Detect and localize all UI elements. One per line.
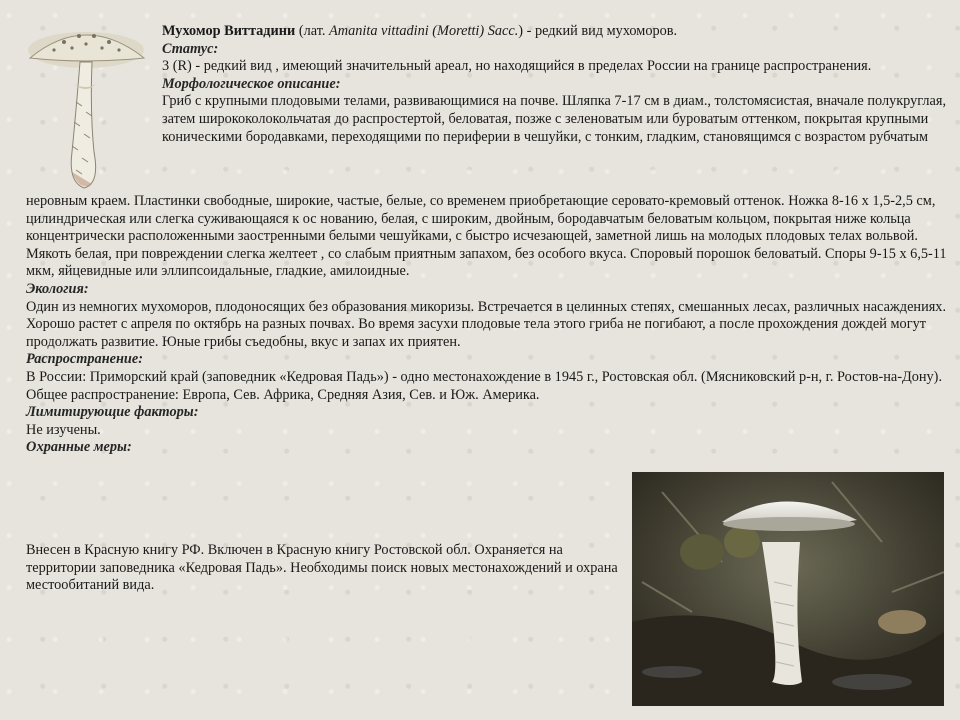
latin-prefix: (лат. <box>295 23 330 39</box>
ecology-heading: Экология: <box>26 280 89 297</box>
status-text: 3 (R) - редкий вид , имеющий значительный ареал, но находящийся в пределах России на границе распространения. <box>162 58 872 75</box>
top-text-block <box>162 23 952 146</box>
mushroom-photo <box>632 472 944 706</box>
distribution-text: В России: Приморский край (заповедник «Кедровая Падь») - одно местонахождение в 1945 г., Ростовская обл. (Мясниковский р-н, г. Ростов-на-Дону). Общее распространение: Европа, Сев. Африка, Средняя Азия, Сев. и Юж. Америка. <box>26 368 943 403</box>
morphology-text-cont: неровным краем. Пластинки свободные, широкие, частые, белые, со временем приобретающие серовато-кремовый оттенок. Ножка 8-16 х 1,5-2,5 см, цилиндрическая или слегка суживающаяся к ос нованию, белая, с широким, двойным, бородавчатым беловатым кольцом, покрытая ниже кольца концентрически расположенными заостренными белыми чешуйками, с быстро исчезающей, заметной лишь на молодых плодовых телах вольвой. Мякоть белая, при повреждении слегка желтеет , со слабым приятным запахом, без особого вкуса. Споровый порошок беловатый. Споры 9-15 х 6,5-11 мкм, яйцевидные или эллипсоидальные, гладкие, амилоидные. <box>26 193 947 280</box>
ecology-text: Один из немногих мухоморов, плодоносящих без образования микоризы. Встречается в целинных степях, смешанных лесах, различных насаждениях. Хорошо растет с апреля по октябрь на разных почвах. Во время засухи плодовые тела этого гриба не погибают, а после прохождения дождей могут продолжать развитие. Юные грибы съедобны, вкус и запах их приятен. <box>26 298 947 350</box>
title-line <box>162 23 952 41</box>
latin-name: Amanita vittadini (Moretti) Sacc. <box>329 23 519 39</box>
limiting-text: Не изучены. <box>26 421 101 438</box>
status-heading: Статус: <box>162 40 219 57</box>
protection-heading: Охранные меры: <box>26 439 132 456</box>
morphology-heading: Морфологическое описание: <box>162 75 341 92</box>
limiting-heading: Лимитирующие факторы: <box>26 404 199 421</box>
main-text-block <box>26 193 951 457</box>
species-name: Мухомор Виттадини <box>162 23 296 39</box>
mushroom-illustration <box>24 22 152 192</box>
morphology-text-top: Гриб с крупными плодовыми телами, развивающимися на почве. Шляпка 7-17 см в диам., толстомясистая, вначале полукруглая, затем ширококолокольчатая до распростертой, беловатая, позже с зеленоватым или буроватым оттенком, покрытая крупными коническими бородавками, переходящими по периферии в чешуйки, с тонким, гладким, становящимся с возрастом рубчатым <box>162 93 947 145</box>
title-suffix: ) - редкий вид мухоморов. <box>518 23 678 39</box>
protection-text: Внесен в Красную книгу РФ. Включен в Красную книгу Ростовской обл. Охраняется на территории заповедника «Кедровая Падь». Необходимы поиск новых местонахождений и охрана местообитаний вида. <box>26 542 618 594</box>
distribution-heading: Распространение: <box>26 351 143 368</box>
